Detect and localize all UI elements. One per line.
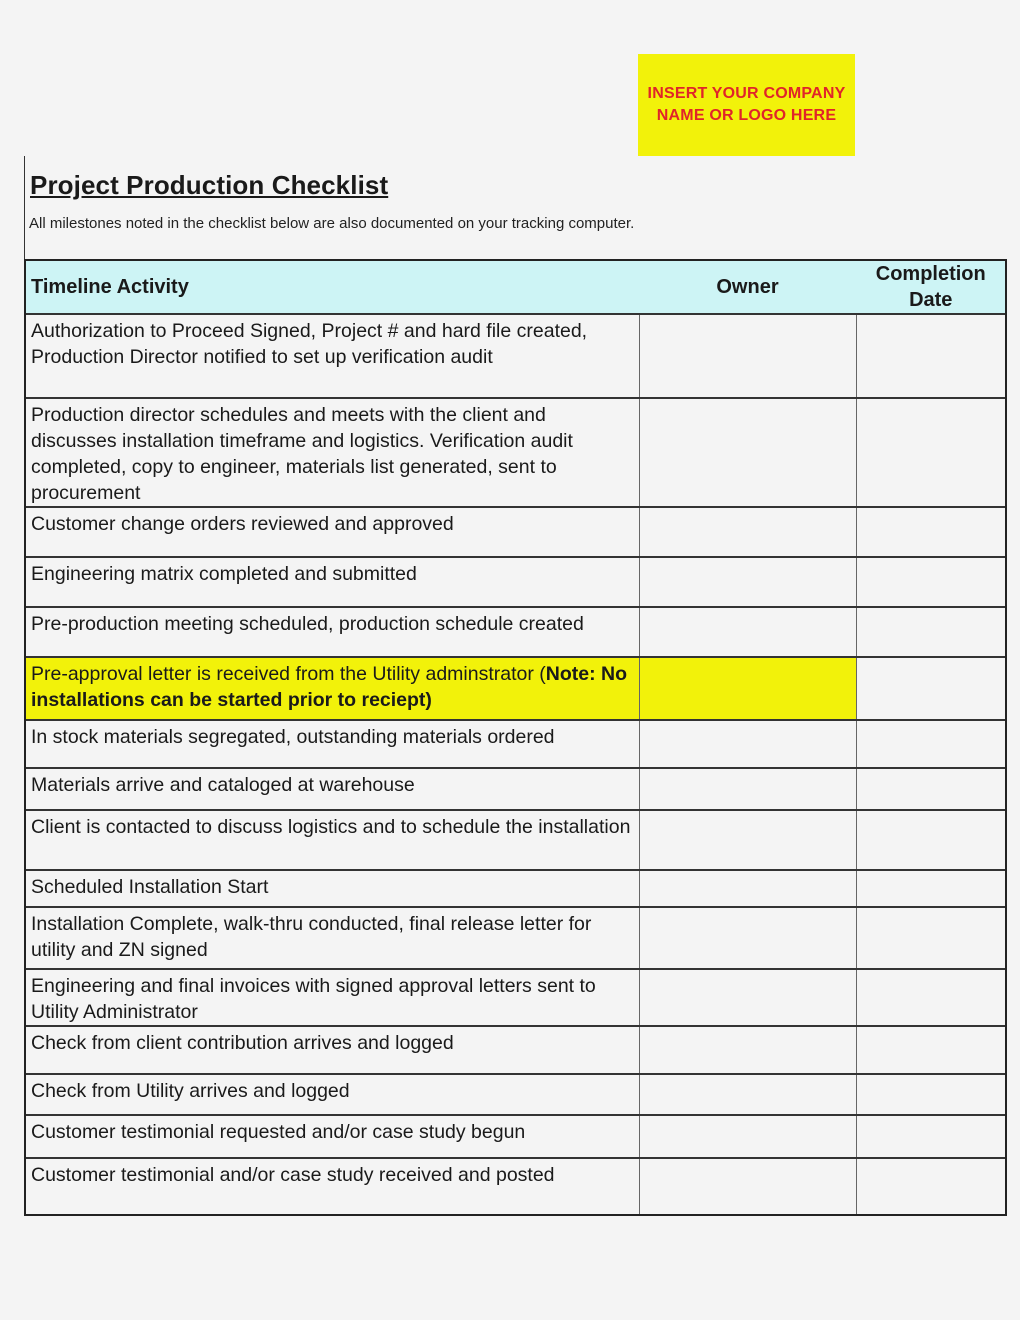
header-timeline-activity: Timeline Activity — [25, 260, 639, 314]
completion-date-cell[interactable] — [856, 1026, 1006, 1074]
owner-cell[interactable] — [639, 720, 856, 768]
owner-cell[interactable] — [639, 1115, 856, 1158]
owner-cell[interactable] — [639, 768, 856, 810]
header-completion-line1: Completion — [875, 263, 986, 285]
completion-date-cell[interactable] — [856, 398, 1006, 507]
activity-cell: Client is contacted to discuss logistics and to schedule the installation — [25, 810, 639, 870]
activity-cell: Customer change orders reviewed and approved — [25, 507, 639, 557]
owner-cell[interactable] — [639, 507, 856, 557]
owner-cell[interactable] — [639, 969, 856, 1026]
activity-cell: Authorization to Proceed Signed, Project # and hard file created, Production Director notified to set up verification audit — [25, 314, 639, 398]
header-owner: Owner — [639, 260, 856, 314]
activity-cell: Engineering and final invoices with signed approval letters sent to Utility Administrator — [25, 969, 639, 1026]
completion-date-cell[interactable] — [856, 507, 1006, 557]
table-row — [25, 720, 1006, 768]
table-row — [25, 607, 1006, 657]
activity-cell: Customer testimonial requested and/or case study begun — [25, 1115, 639, 1158]
owner-cell[interactable] — [639, 607, 856, 657]
activity-cell: Production director schedules and meets with the client and discusses installation timeframe and logistics. Verification audit completed, copy to engineer, materials list generated, sent to procurement — [25, 398, 639, 507]
owner-cell[interactable] — [639, 314, 856, 398]
activity-cell: Installation Complete, walk-thru conducted, final release letter for utility and ZN signed — [25, 907, 639, 969]
page-subtitle: All milestones noted in the checklist below are also documented on your tracking computer. — [29, 215, 635, 232]
completion-date-cell[interactable] — [856, 657, 1006, 720]
table-row — [25, 557, 1006, 607]
table-row — [25, 907, 1006, 969]
activity-note: Note: No installations can be started prior to reciept) — [31, 663, 628, 711]
completion-date-cell[interactable] — [856, 768, 1006, 810]
table-row — [25, 1158, 1006, 1215]
table-row-highlighted — [25, 657, 1006, 720]
completion-date-cell[interactable] — [856, 1074, 1006, 1115]
table-row — [25, 314, 1006, 398]
activity-cell: Pre-production meeting scheduled, production schedule created — [25, 607, 639, 657]
table-row — [25, 398, 1006, 507]
owner-cell[interactable] — [639, 657, 856, 720]
left-border-line — [24, 156, 25, 260]
completion-date-cell[interactable] — [856, 720, 1006, 768]
table-row — [25, 810, 1006, 870]
owner-cell[interactable] — [639, 398, 856, 507]
table-row — [25, 1074, 1006, 1115]
company-logo-placeholder — [638, 54, 855, 156]
completion-date-cell[interactable] — [856, 1115, 1006, 1158]
owner-cell[interactable] — [639, 907, 856, 969]
header-completion-line2: Date — [909, 289, 953, 311]
logo-line-1: INSERT YOUR COMPANY — [647, 85, 846, 102]
table-header-row — [25, 260, 1006, 314]
completion-date-cell[interactable] — [856, 969, 1006, 1026]
activity-cell: Engineering matrix completed and submitted — [25, 557, 639, 607]
completion-date-cell[interactable] — [856, 607, 1006, 657]
table-row — [25, 870, 1006, 907]
activity-cell: Check from Utility arrives and logged — [25, 1074, 639, 1115]
completion-date-cell[interactable] — [856, 1158, 1006, 1215]
table-row — [25, 768, 1006, 810]
activity-cell: Customer testimonial and/or case study received and posted — [25, 1158, 639, 1215]
logo-line-2: NAME OR LOGO HERE — [656, 107, 837, 124]
completion-date-cell[interactable] — [856, 810, 1006, 870]
activity-cell — [25, 657, 639, 720]
completion-date-cell[interactable] — [856, 870, 1006, 907]
table-row — [25, 1115, 1006, 1158]
owner-cell[interactable] — [639, 870, 856, 907]
completion-date-cell[interactable] — [856, 557, 1006, 607]
table-row — [25, 969, 1006, 1026]
owner-cell[interactable] — [639, 1158, 856, 1215]
owner-cell[interactable] — [639, 557, 856, 607]
owner-cell[interactable] — [639, 1074, 856, 1115]
activity-cell: Scheduled Installation Start — [25, 870, 639, 907]
checklist-table — [24, 259, 1007, 1216]
header-completion-date — [856, 260, 1006, 314]
owner-cell[interactable] — [639, 810, 856, 870]
completion-date-cell[interactable] — [856, 907, 1006, 969]
activity-cell: In stock materials segregated, outstanding materials ordered — [25, 720, 639, 768]
owner-cell[interactable] — [639, 1026, 856, 1074]
activity-cell: Check from client contribution arrives and logged — [25, 1026, 639, 1074]
page-title: Project Production Checklist — [30, 170, 389, 200]
activity-cell: Materials arrive and cataloged at warehouse — [25, 768, 639, 810]
activity-text: Pre-approval letter is received from the Utility adminstrator ( — [31, 663, 546, 685]
table-row — [25, 507, 1006, 557]
completion-date-cell[interactable] — [856, 314, 1006, 398]
table-row — [25, 1026, 1006, 1074]
